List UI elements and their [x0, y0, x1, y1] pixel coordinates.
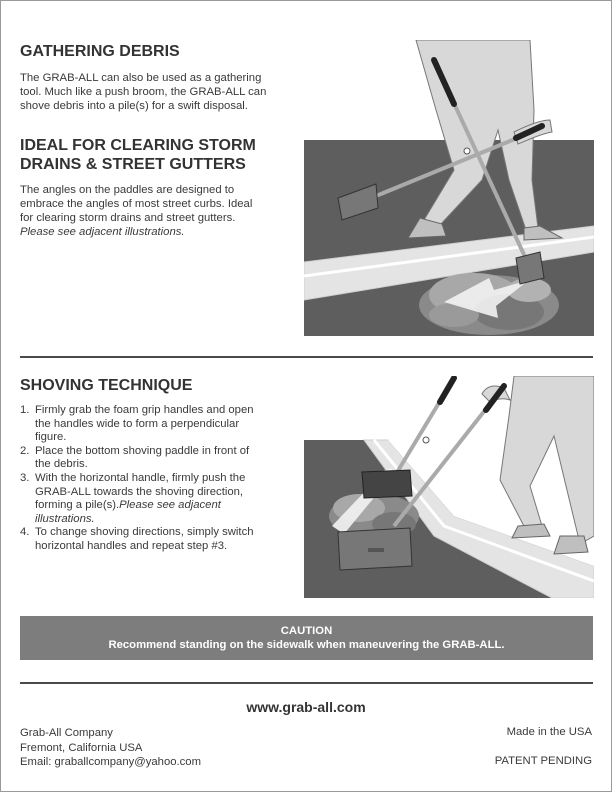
step-item — [20, 445, 282, 472]
text-line: shove debris into a pile(s) for a swift disposal. — [20, 100, 248, 112]
step-line-italic: illustrations. — [35, 512, 95, 525]
website-link[interactable]: www.grab-all.com — [246, 699, 366, 715]
company-name: Grab-All Company — [20, 727, 113, 739]
text-line: The angles on the paddles are designed to — [20, 184, 235, 196]
heading-line: IDEAL FOR CLEARING STORM — [20, 137, 256, 154]
text-line: tool. Much like a push broom, the GRAB-ALL can — [20, 86, 267, 98]
caution-message: Recommend standing on the sidewalk when maneuvering the GRAB-ALL. — [108, 639, 505, 651]
company-email[interactable]: Email: graballcompany@yahoo.com — [20, 756, 202, 768]
gathering-debris-illustration — [304, 40, 594, 336]
text-line-italic: Please see adjacent illustrations. — [20, 226, 185, 238]
gathering-debris-heading: GATHERING DEBRIS — [20, 43, 180, 60]
step-line: GRAB-ALL towards the shoving direction, — [35, 485, 244, 498]
section-divider — [20, 356, 593, 358]
step-item — [20, 526, 282, 553]
step-line: Firmly grab the foam grip handles and open — [35, 404, 254, 416]
shoving-technique-illustration — [304, 376, 594, 598]
text-line: for clearing storm drains and street gutters. — [20, 212, 236, 224]
heading-line: DRAINS & STREET GUTTERS — [20, 156, 246, 173]
step-line: With the horizontal handle, firmly push the — [35, 471, 246, 484]
shoving-technique-heading: SHOVING TECHNIQUE — [20, 377, 193, 394]
step-line: the debris. — [35, 458, 88, 471]
step-line: figure. — [35, 431, 67, 444]
step-number: 2. — [20, 444, 30, 457]
company-location: Fremont, California USA — [20, 741, 143, 754]
step-line-italic: Please see adjacent — [119, 499, 221, 512]
gathering-debris-text — [20, 71, 266, 113]
step-number: 3. — [20, 471, 30, 484]
step-item — [20, 404, 282, 445]
caution-banner — [20, 616, 593, 660]
text-line: The GRAB-ALL can also be used as a gathering — [20, 72, 262, 84]
paddle — [362, 470, 412, 498]
step-line: horizontal handles and repeat step #3. — [35, 539, 228, 552]
patent-pending: PATENT PENDING — [494, 755, 592, 767]
storm-drains-heading — [20, 136, 256, 174]
foam-grip — [440, 378, 454, 402]
step-line: Place the bottom shoving paddle in front of — [35, 444, 250, 457]
step-number: 1. — [20, 404, 30, 416]
shoving-steps-list — [20, 404, 282, 554]
step-line: the handles wide to form a perpendicular — [35, 417, 240, 430]
step-line: forming a pile(s). — [35, 499, 120, 512]
step-number: 4. — [20, 526, 30, 539]
caution-title: CAUTION — [280, 625, 333, 637]
storm-drains-text — [20, 183, 252, 239]
contact-info — [20, 726, 201, 770]
step-line: To change shoving directions, simply switch — [35, 526, 254, 539]
made-in-usa: Made in the USA — [506, 726, 592, 738]
step-item — [20, 472, 282, 526]
footer-divider — [20, 682, 593, 684]
paddle — [516, 252, 544, 284]
text-line: embrace the angles of most street curbs. Ideal — [20, 198, 253, 210]
